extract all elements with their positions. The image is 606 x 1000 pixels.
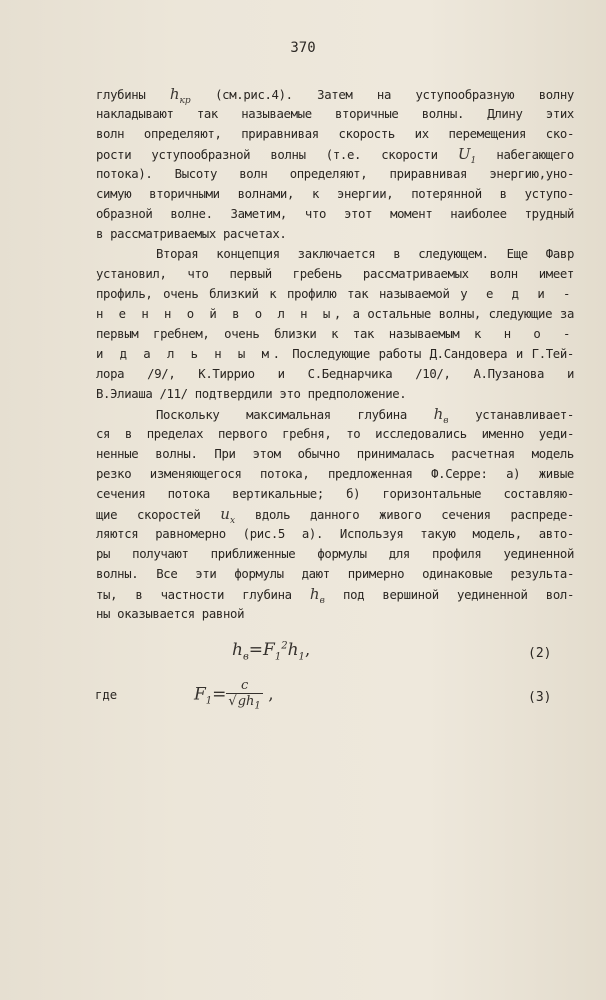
fraction: $\frac{c}{√gh_1}$ <box>228 678 261 712</box>
where-label: где <box>95 688 118 702</box>
text-line: сечения потока вертикальные; б) горизонтальные составляю- <box>96 487 574 501</box>
text-line: ся в пределах первого гребня, то исследовались именно уеди- <box>96 427 574 441</box>
equation-3: $F_1=$ $\frac{c}{√gh_1}$ , <box>194 678 274 712</box>
text-line: в рассматриваемых расчетах. <box>96 227 287 241</box>
text-line: симую вторичными волнами, к энергии, потерянной в уступо- <box>96 187 574 201</box>
text-line: резко изменяющегося потока, предложенная Ф.Серре: а) живые <box>96 467 574 481</box>
equation-2: $h_в=F_1^2h_1$, <box>232 640 311 663</box>
text-line: профиль, очень близкий к профилю так называемой у е д и - <box>96 287 574 301</box>
text-line: волны. Все эти формулы дают примерно одинаковые результа- <box>96 567 574 581</box>
math-h-v: $h_в$ <box>433 405 449 426</box>
text-line: щие скоростей $u_x$ вдоль данного живого сечения распреде- <box>96 505 574 526</box>
text-line: потока). Высоту волн определяют, приравнивая энергию,уно- <box>96 167 574 181</box>
math-u-x: $u_x$ <box>220 505 236 526</box>
text-line: первым гребнем, очень близки к так называемым к н о - <box>96 327 575 341</box>
text-line: лора /9/, К.Тиррио и С.Беднарчика /10/, А.Пузанова и <box>96 367 574 381</box>
text-line: Поскольку максимальная глубина $h_в$ устанавливает- <box>156 405 574 426</box>
text-line: накладывают так называемые вторичные волны. Длину этих <box>96 107 574 121</box>
text-line: Вторая концепция заключается в следующем. Еще Фавр <box>156 247 574 261</box>
text-line: установил, что первый гребень рассматриваемых волн имеет <box>96 267 574 281</box>
math-h-kr: $h_{кр}$ <box>169 85 191 106</box>
text-line: В.Элиаша /11/ подтвердили это предположение. <box>96 387 407 401</box>
text-line: рости уступообразной волны (т.е. скорости $U_1$ набегающего <box>96 145 574 166</box>
text-line: глубины $h_{кр}$ (см.рис.4). Затем на уступообразную волну <box>96 85 574 106</box>
text-line: ры получают приближенные формулы для профиля уединенной <box>96 547 574 561</box>
text-line: образной волне. Заметим, что этот момент наиболее трудный <box>96 207 574 221</box>
text-line: ненные волны. При этом обычно принималась расчетная модель <box>96 447 574 461</box>
equation-number-2: (2) <box>528 646 552 661</box>
text-line: ляются равномерно (рис.5 а). Используя такую модель, авто- <box>96 527 574 541</box>
text-line: н е н н о й в о л н ы, а остальные волны, следующие за <box>96 307 575 321</box>
text-line: ты, в частности глубина $h_в$ под вершиной уединенной вол- <box>96 585 574 606</box>
text-line: и д а л ь н ы м. Последующие работы Д.Сандовера и Г.Тей- <box>96 347 574 361</box>
page-number: 370 <box>290 40 316 56</box>
text-line: волн определяют, приравнивая скорость их перемещения ско- <box>96 127 574 141</box>
math-u1: $U_1$ <box>457 145 477 166</box>
text-line: ны оказывается равной <box>96 607 245 621</box>
math-h-v: $h_в$ <box>309 585 325 606</box>
equation-number-3: (3) <box>528 690 552 705</box>
